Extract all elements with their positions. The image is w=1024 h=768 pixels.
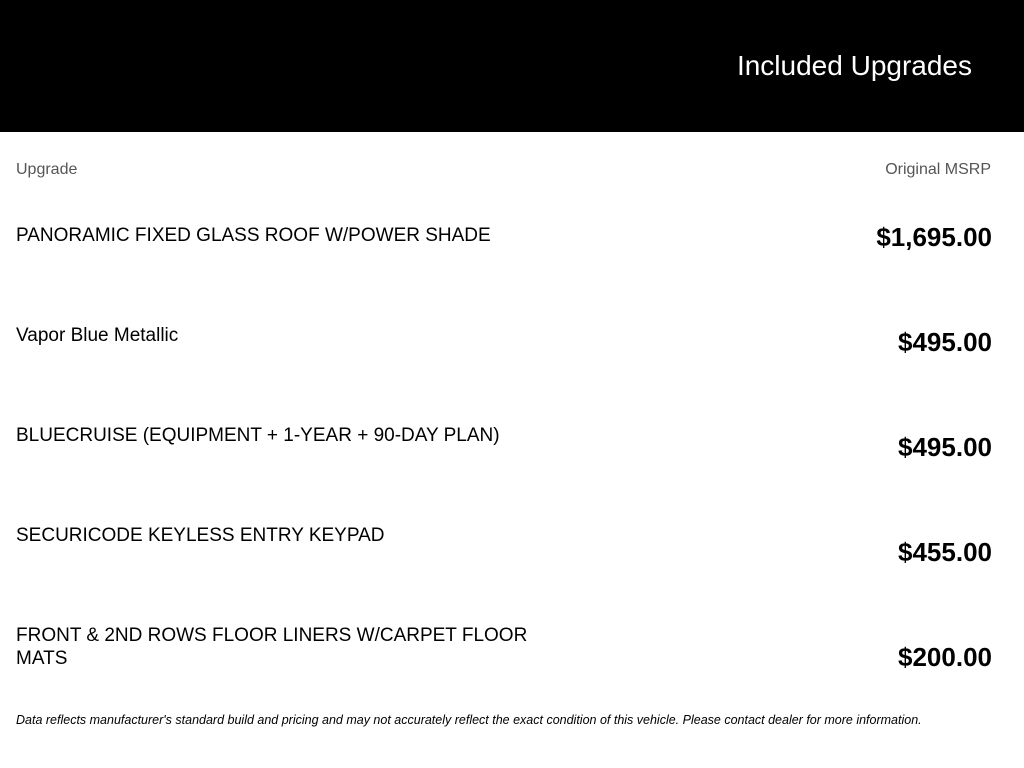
header-banner [0,0,1024,132]
upgrade-name: FRONT & 2ND ROWS FLOOR LINERS W/CARPET FLOOR MATS [16,625,528,669]
upgrade-name: PANORAMIC FIXED GLASS ROOF W/POWER SHADE [16,225,491,246]
column-header-msrp: Original MSRP [885,161,991,178]
upgrade-name: SECURICODE KEYLESS ENTRY KEYPAD [16,525,385,546]
upgrade-price: $455.00 [898,537,992,567]
upgrade-price: $200.00 [898,642,992,672]
upgrade-price: $1,695.00 [876,222,992,252]
page-title: Included Upgrades [736,50,972,81]
upgrade-price: $495.00 [898,432,992,462]
upgrade-row [0,424,1024,524]
upgrade-price: $495.00 [898,327,992,357]
upgrade-row [0,524,1024,624]
upgrade-name: Vapor Blue Metallic [16,325,179,346]
upgrade-row [0,224,1024,324]
disclaimer-text: Data reflects manufacturer's standard build and pricing and may not accurately reflect the exact condition of this vehicle. Please contact dealer for more information. [16,713,922,727]
upgrade-row [0,624,1024,724]
upgrade-name: BLUECRUISE (EQUIPMENT + 1-YEAR + 90-DAY PLAN) [16,425,500,446]
column-header-upgrade: Upgrade [16,161,78,178]
upgrade-row [0,324,1024,424]
